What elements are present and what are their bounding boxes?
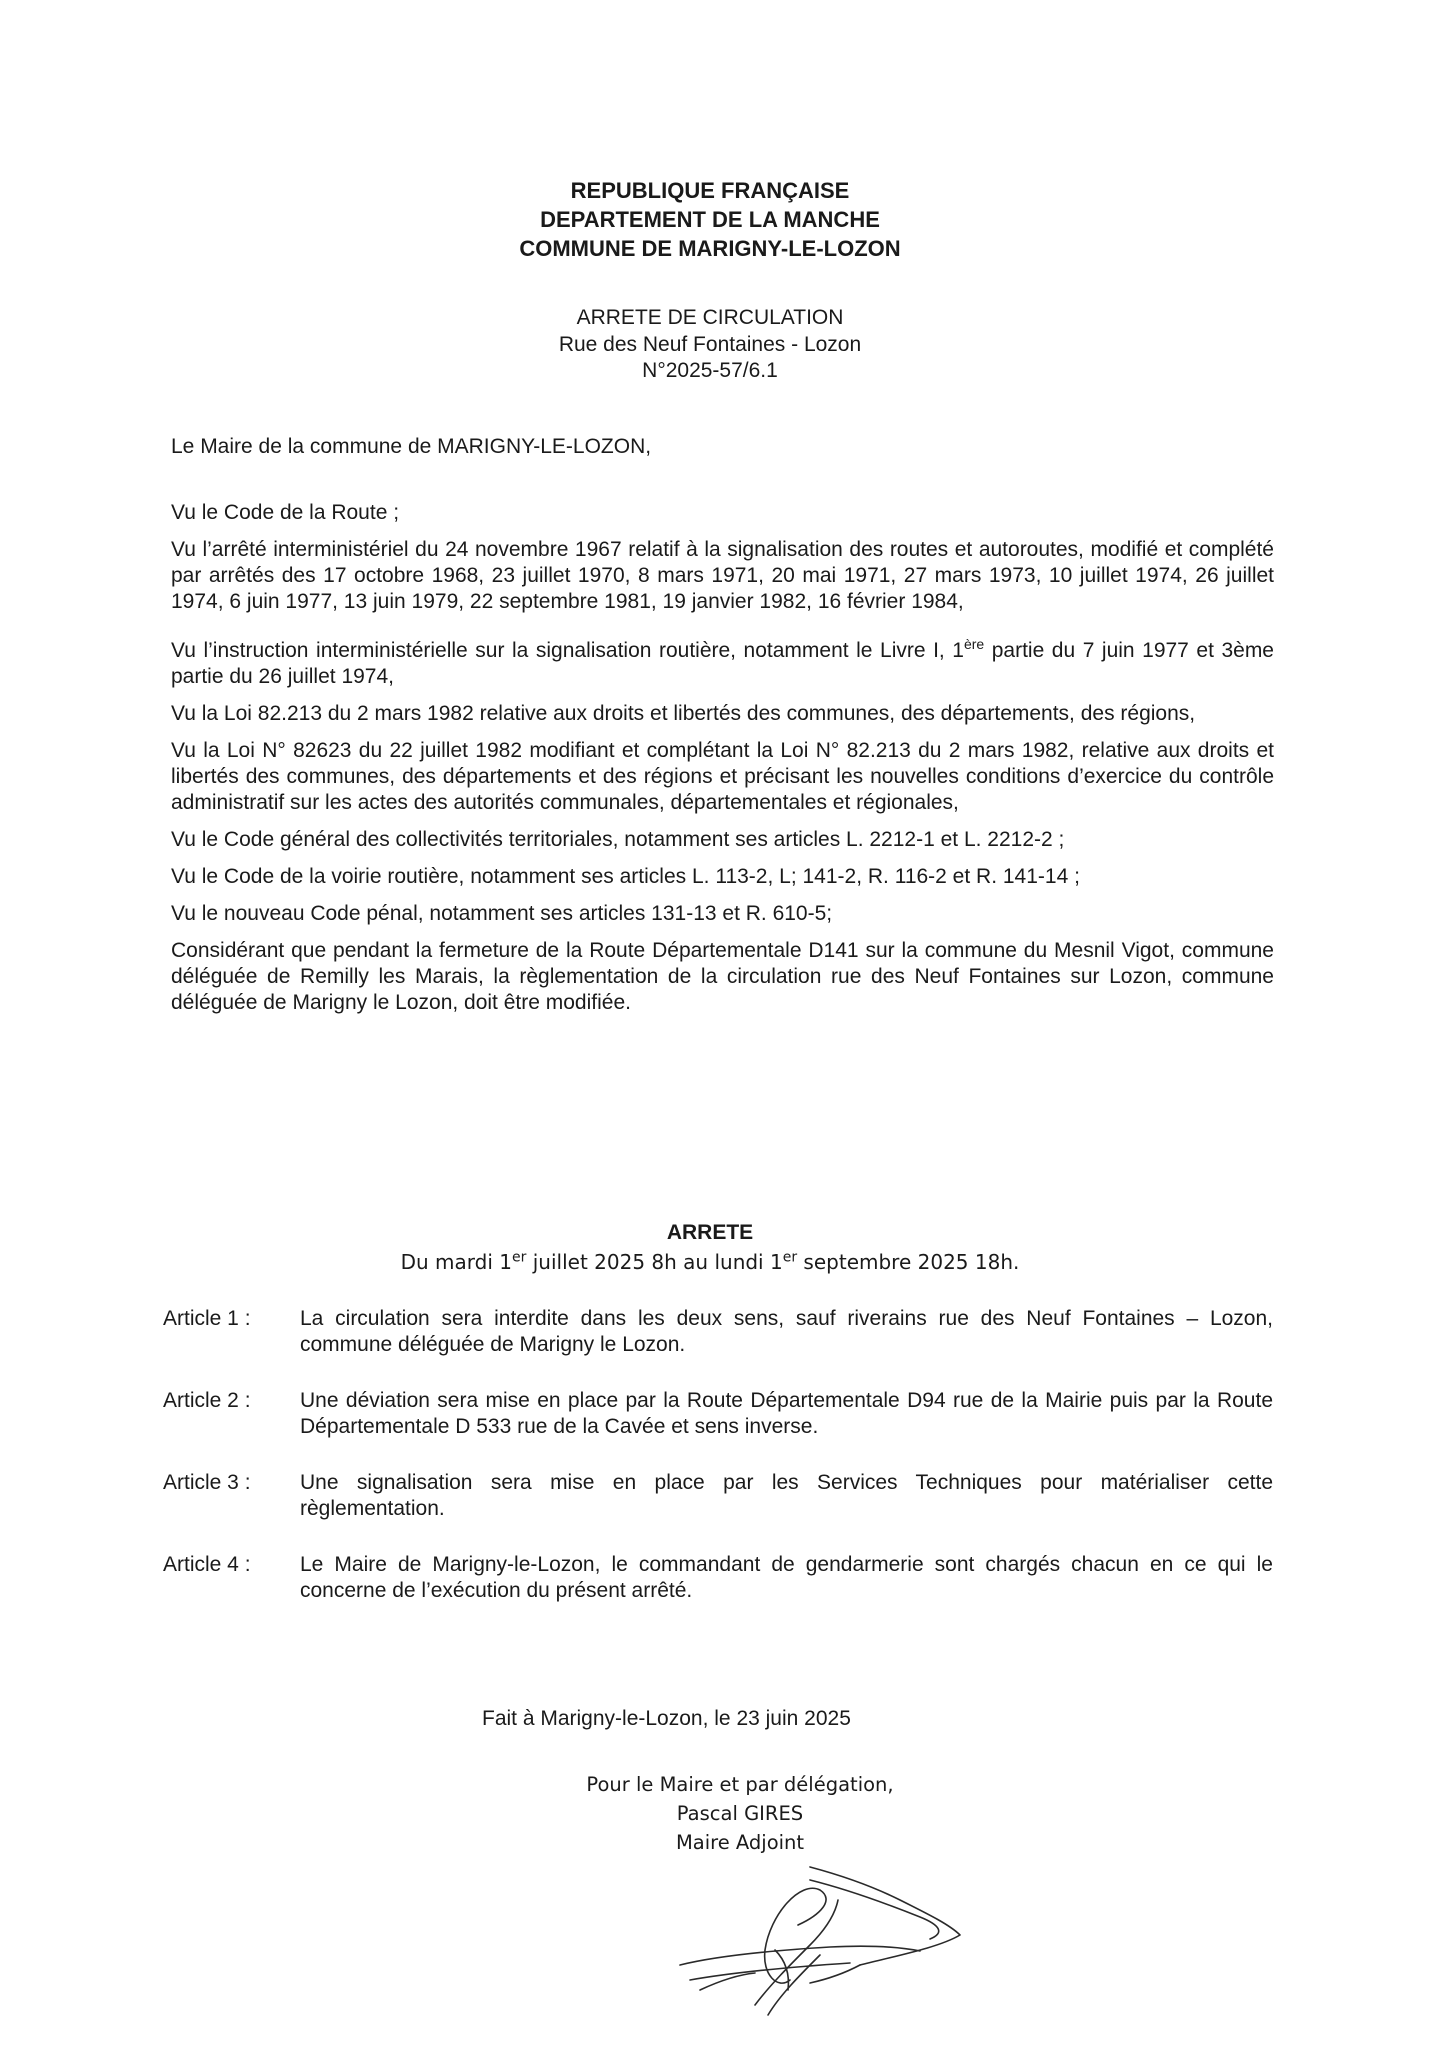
signatory-role: Maire Adjoint — [675, 1831, 805, 1854]
article-1 — [163, 1306, 1273, 1358]
period-sup-1: er — [512, 1249, 527, 1266]
vu-instruction-text-2: partie du 7 juin 1977 et 3ème partie du 26 juillet 1974, — [171, 639, 1274, 688]
arrete-type: ARRETE DE CIRCULATION — [576, 306, 844, 329]
considerant: Considérant que pendant la fermeture de la Route Départementale D141 sur la commune du Mesnil Vigot, commune déléguée de Remilly les Marais, la règlementation de la circulation rue des Neuf Fontaines sur Lozon, commune déléguée de Marigny le Lozon, doit être modifiée. — [171, 939, 1274, 1014]
vu-instruction-sup: ère — [963, 636, 985, 652]
period-part-1: Du mardi 1 — [400, 1250, 513, 1274]
signatory-block — [560, 1770, 920, 1857]
vu-loi-82623: Vu la Loi N° 82623 du 22 juillet 1982 modifiant et complétant la Loi N° 82.213 du 2 mars 1982, relative aux droits et libertés des communes, des départements et des régions et précisant les nouvelles conditions d’exercice du contrôle administratif sur les actes des autorités communales, départementales et régionales, — [171, 739, 1274, 814]
article-label: Article 3 : — [163, 1471, 251, 1494]
article-text: Une signalisation sera mise en place par les Services Techniques pour matérialiser cette règlementation. — [300, 1471, 1273, 1520]
article-text: Le Maire de Marigny-le-Lozon, le commandant de gendarmerie sont chargés chacun en ce qui le concerne de l’exécution du présent arrêté. — [300, 1553, 1273, 1602]
vu-arrete-interministeriel: Vu l’arrêté interministériel du 24 novembre 1967 relatif à la signalisation des routes et autoroutes, modifié et complété par arrêtés des 17 octobre 1968, 23 juillet 1970, 8 mars 1971, 20 mai 1971, 27 mars 1973, 10 juillet 1974, 26 juillet 1974, 6 juin 1977, 13 juin 1979, 22 septembre 1981, 19 janvier 1982, 16 février 1984, — [171, 538, 1274, 613]
arrete-number: N°2025-57/6.1 — [642, 359, 778, 382]
vu-instruction-text-1: Vu l’instruction interministérielle sur la signalisation routière, notamment le Livre I, 1 — [171, 639, 964, 662]
header-republique: REPUBLIQUE FRANÇAISE — [570, 178, 850, 203]
article-label: Article 4 : — [163, 1553, 251, 1576]
header-commune: COMMUNE DE MARIGNY-LE-LOZON — [519, 236, 901, 261]
considerants — [171, 500, 1274, 1027]
arrete-section-heading — [0, 1219, 1420, 1277]
header-departement: DEPARTEMENT DE LA MANCHE — [540, 207, 880, 232]
signatory-delegation: Pour le Maire et par délégation, — [586, 1773, 894, 1796]
vu-instruction-interministerielle — [171, 638, 1274, 690]
intro-maire: Le Maire de la commune de MARIGNY-LE-LOZON, — [171, 435, 652, 458]
article-4 — [163, 1552, 1273, 1604]
articles-list — [163, 1306, 1273, 1634]
signatory-name: Pascal GIRES — [676, 1802, 804, 1825]
document-header — [0, 176, 1420, 384]
period-sup-2: er — [782, 1249, 798, 1266]
article-label: Article 2 : — [163, 1389, 251, 1412]
period-part-2: juillet 2025 8h au lundi 1 — [526, 1250, 783, 1274]
vu-code-voirie: Vu le Code de la voirie routière, notamment ses articles L. 113-2, L; 141-2, R. 116-2 et R. 141-14 ; — [171, 865, 1080, 888]
handwritten-signature — [660, 1855, 990, 2025]
article-text: Une déviation sera mise en place par la Route Départementale D94 rue de la Mairie puis par la Route Départementale D 533 rue de la Cavée et sens inverse. — [300, 1389, 1273, 1438]
place-date: Fait à Marigny-le-Lozon, le 23 juin 2025 — [482, 1707, 851, 1730]
vu-code-route: Vu le Code de la Route ; — [171, 501, 400, 524]
article-2 — [163, 1388, 1273, 1440]
vu-code-penal: Vu le nouveau Code pénal, notamment ses articles 131-13 et R. 610-5; — [171, 902, 833, 925]
arrete-street: Rue des Neuf Fontaines - Lozon — [558, 333, 862, 356]
article-3 — [163, 1470, 1273, 1522]
vu-code-collectivites: Vu le Code général des collectivités territoriales, notamment ses articles L. 2212-1 et L. 2212-2 ; — [171, 828, 1065, 851]
arrete-period — [0, 1247, 1420, 1277]
article-label: Article 1 : — [163, 1307, 251, 1330]
vu-loi-82-213: Vu la Loi 82.213 du 2 mars 1982 relative aux droits et libertés des communes, des départements, des régions, — [171, 702, 1196, 725]
article-text: La circulation sera interdite dans les deux sens, sauf riverains rue des Neuf Fontaines – Lozon, commune déléguée de Marigny le Lozon. — [300, 1307, 1273, 1356]
period-part-3: septembre 2025 18h. — [797, 1250, 1020, 1274]
arrete-heading: ARRETE — [666, 1221, 754, 1244]
